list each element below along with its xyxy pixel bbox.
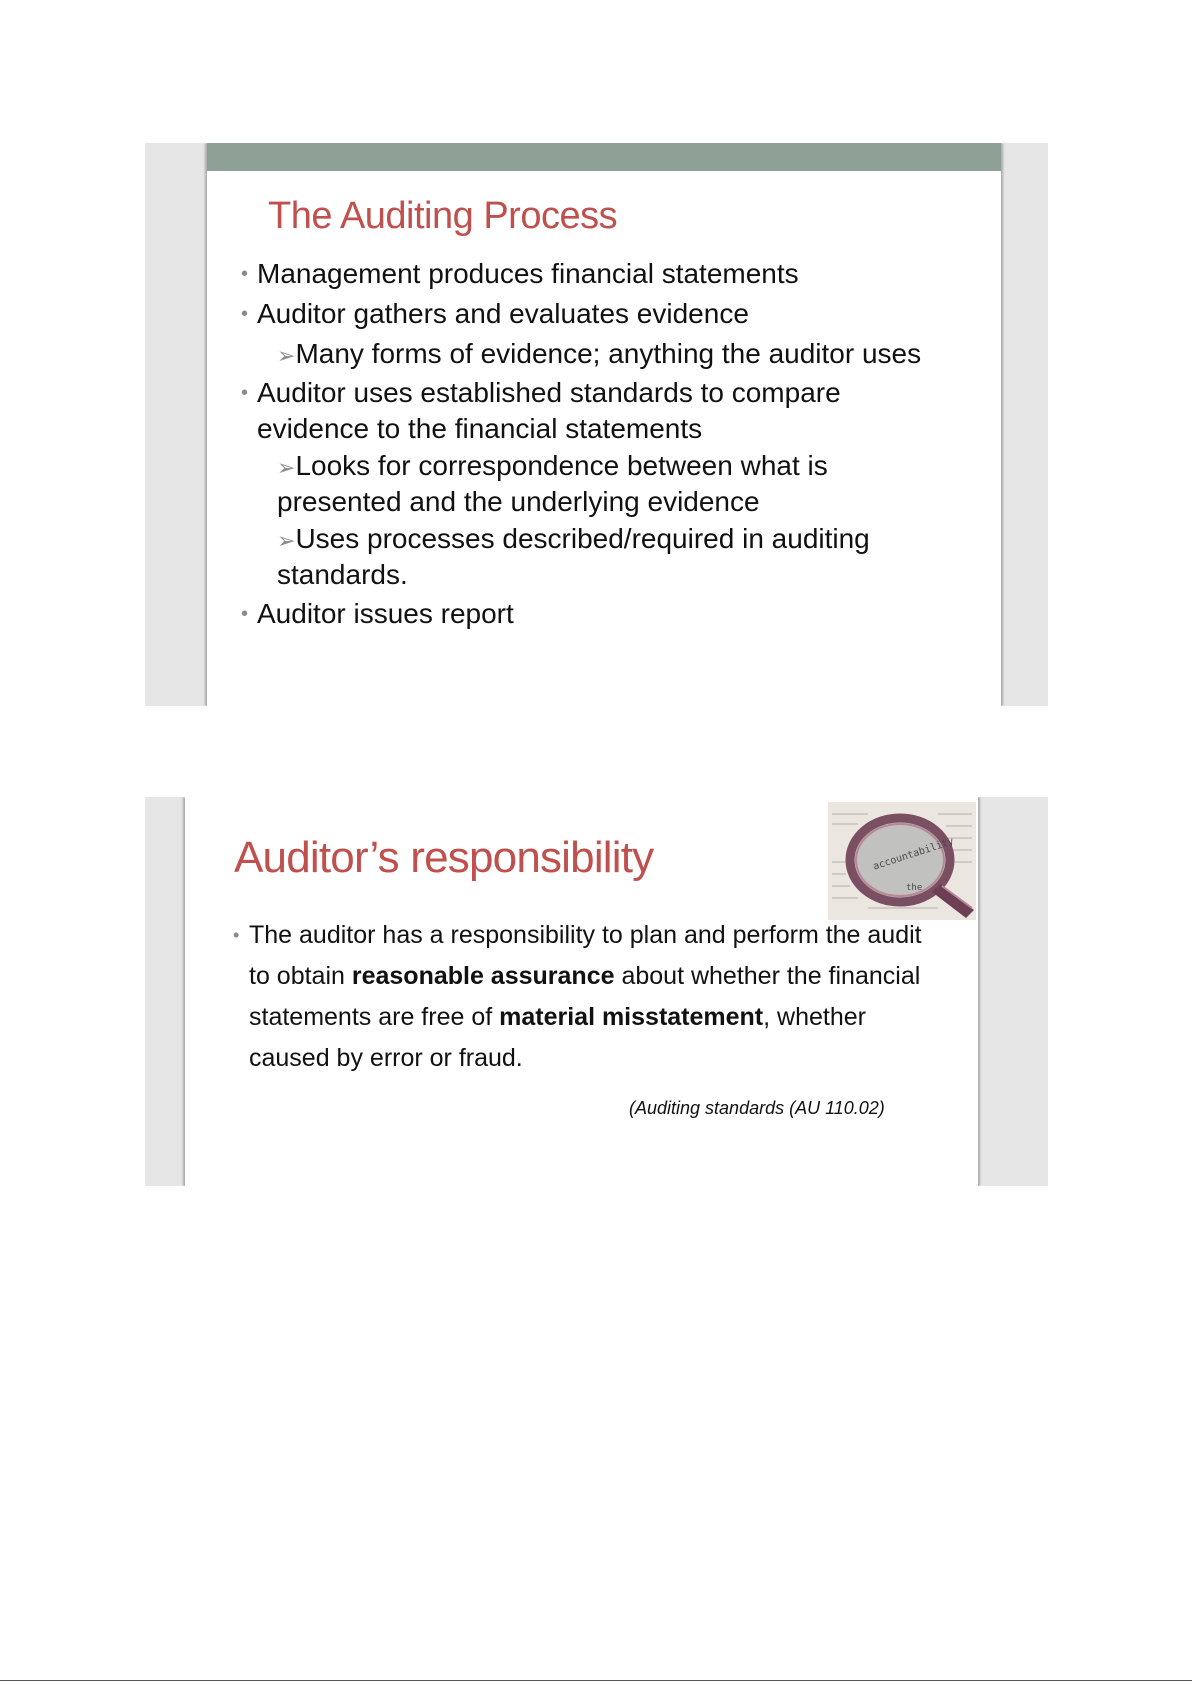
page-footer-line [0,1680,1192,1681]
slide-panel [207,143,1001,706]
svg-text:the: the [906,883,923,893]
svg-text:accountability: accountability [871,836,956,873]
bullet-dot-icon: • [241,263,249,285]
bullet-item: • Management produces financial statements [257,256,799,292]
bullet-dot-icon: • [241,382,249,404]
emphasis-reasonable-assurance: reasonable assurance [351,962,615,990]
sub-bullet-item: ➢Looks for correspondence between what is presented and the underlying evidence [277,450,828,517]
arrow-bullet-icon: ➢ [277,528,296,553]
bullet-dot-icon: • [241,603,249,625]
slide-header-band [207,143,1001,171]
arrow-bullet-icon: ➢ [277,455,296,480]
bullet-item: • Auditor issues report [257,596,514,632]
sub-bullet-item: ➢Many forms of evidence; anything the auditor uses [277,338,922,369]
magnifying-glass-icon [828,802,976,920]
citation: (Auditing standards (AU 110.02) [629,1098,885,1118]
bullet-item: • Auditor gathers and evaluates evidence [257,296,749,332]
magnifier-image [828,802,976,920]
slide-auditor-responsibility [145,797,1048,1186]
emphasis-material-misstatement: material misstatement [499,1003,764,1031]
bullet-item: • Auditor uses established standards to compare evidence to the financial statements [241,377,841,444]
bullet-dot-icon: • [241,303,249,325]
arrow-bullet-icon: ➢ [277,343,296,368]
bullet-dot-icon: • [233,925,240,945]
slide-auditing-process [145,143,1048,706]
responsibility-paragraph: • The auditor has a responsibility to plan and perform the audit to obtain reasonable assurance about whether the financial statements are free of material misstatement, whether caused by error or fraud. [249,915,949,1079]
sub-bullet-item: ➢Uses processes described/required in auditing standards. [277,523,870,590]
slide-title: The Auditing Process [268,195,618,237]
slide-title: Auditor’s responsibility [234,833,654,882]
